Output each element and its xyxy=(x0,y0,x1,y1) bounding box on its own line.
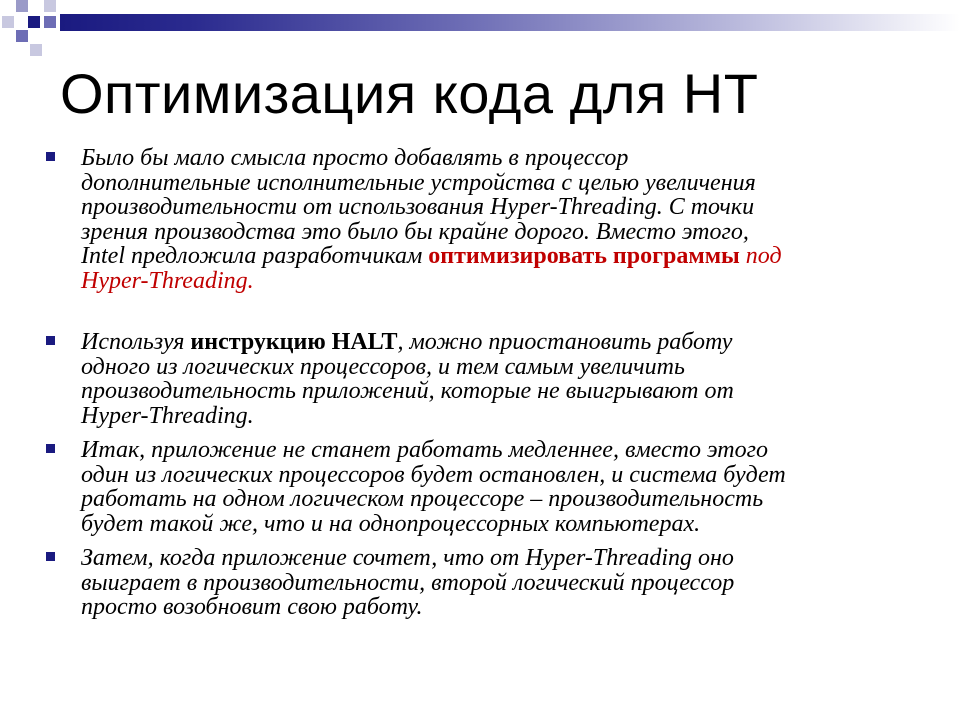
bullet-item xyxy=(46,146,926,293)
bullet-text: Итак, приложение не станет работать медленнее, вместо этого один из логических процессоров будет остановлен, и система будет работать на одном логическом процессоре – производительность будет такой же, что и на однопроцессорных компьютерах. xyxy=(81,437,786,537)
bullet-square-icon xyxy=(46,444,55,453)
bullet-text: Затем, когда приложение сочтет, что от Hyper-Threading оно выиграет в производительности, второй логический процессор просто возобновит свою работу. xyxy=(81,545,735,620)
bullet-text-highlight: под Hyper-Threading. xyxy=(81,243,782,294)
bullet-item xyxy=(46,330,926,428)
bullet-text: , можно приостановить работу одного из логических процессоров, и тем самым увеличить производительность приложений, которые не выигрывают от Hyper-Threading. xyxy=(81,329,734,429)
deco-square xyxy=(16,30,28,42)
slide-title: Оптимизация кода для HT xyxy=(60,62,759,125)
bullet-item xyxy=(46,438,926,536)
bullet-emphasis: инструкцию HALT xyxy=(190,329,398,355)
deco-square xyxy=(30,44,42,56)
bullet-text: Используя xyxy=(81,329,191,355)
deco-square xyxy=(16,0,28,12)
deco-square xyxy=(44,0,56,12)
deco-square xyxy=(44,16,56,28)
bullet-square-icon xyxy=(46,336,55,345)
bullet-square-icon xyxy=(46,552,55,561)
bullet-item xyxy=(46,546,926,620)
bullet-text: Было бы мало смысла просто добавлять в процессор дополнительные исполнительные устройства с целью увеличения производительности от использования Hyper-Threading. С точки зрения производства это было бы крайне дорого. Вместо этого, Intel предложила разработчикам xyxy=(81,145,756,269)
bullet-list xyxy=(46,146,926,620)
header-gradient-band xyxy=(60,14,960,31)
bullet-square-icon xyxy=(46,152,55,161)
bullet-emphasis: оптимизировать программы xyxy=(428,243,740,269)
deco-square xyxy=(28,16,40,28)
deco-square xyxy=(2,16,14,28)
